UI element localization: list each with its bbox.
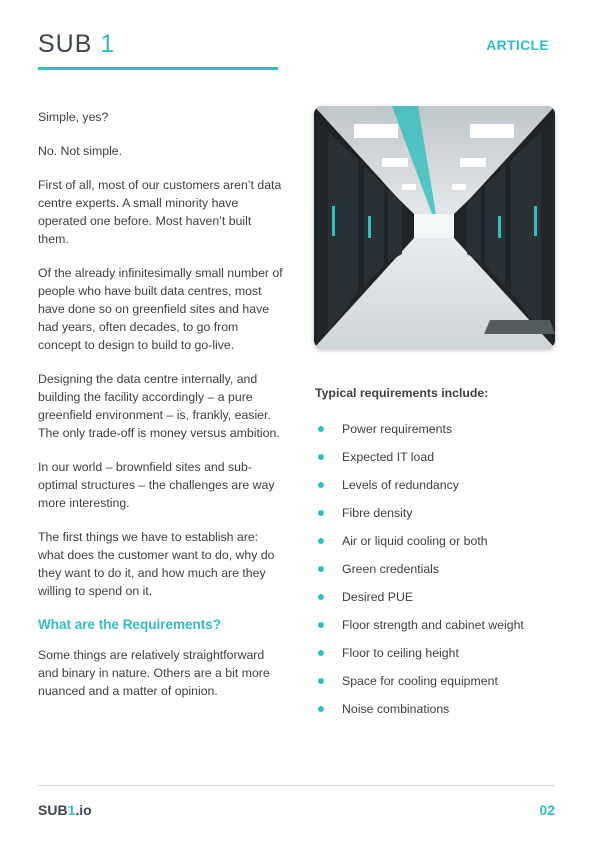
page-number: 02 (539, 802, 555, 818)
list-item (315, 561, 524, 589)
left-column (38, 108, 283, 716)
paragraph: Designing the data centre internally, and building the facility accordingly – a pure greenfield environment – is, frankly, easier. The only trade-off is money versus ambition. (38, 372, 280, 440)
list-item (315, 589, 524, 617)
footer-divider (38, 785, 555, 786)
paragraph: No. Not simple. (38, 144, 123, 158)
requirements-heading: Typical requirements include: (315, 386, 489, 400)
list-item-label: Green credentials (342, 562, 440, 576)
list-item-label: Floor strength and cabinet weight (342, 618, 524, 632)
footer-brand-suffix: .io (75, 802, 92, 818)
article-tag: ARTICLE (486, 37, 549, 53)
bullet-icon (318, 510, 324, 516)
list-item-label: Space for cooling equipment (342, 674, 498, 688)
paragraph: First of all, most of our customers aren’t data centre experts. A small minority have operated one before. Most haven’t built them. (38, 178, 282, 246)
paragraph: Of the already infinitesimally small number of people who have built data centres, most have done so on greenfield sites and have had years, often decades, to go from concept to design to build to go-live. (38, 266, 283, 352)
requirements-list (315, 421, 524, 729)
server-aisle-photo (314, 106, 555, 348)
list-item (315, 533, 524, 561)
bullet-icon (318, 594, 324, 600)
list-item-label: Noise combinations (342, 702, 450, 716)
list-item-label: Fibre density (342, 506, 413, 520)
list-item-label: Expected IT load (342, 450, 435, 464)
list-item-label: Levels of redundancy (342, 478, 459, 492)
bullet-icon (318, 454, 324, 460)
footer-brand (38, 802, 92, 818)
logo-text: SUB (38, 30, 93, 58)
list-item (315, 673, 524, 701)
list-item-label: Power requirements (342, 422, 453, 436)
bullet-icon (318, 622, 324, 628)
brand-logo (38, 30, 115, 59)
bullet-icon (318, 650, 324, 656)
header-divider (38, 67, 278, 70)
list-item (315, 645, 524, 673)
paragraph: Some things are relatively straightforward and binary in nature. Others are a bit more nuanced and a matter of opinion. (38, 648, 270, 698)
logo-number: 1 (100, 30, 116, 58)
paragraph: In our world – brownfield sites and sub-optimal structures – the challenges are way more interesting. (38, 460, 275, 510)
bullet-icon (318, 566, 324, 572)
list-item (315, 421, 524, 449)
bullet-icon (318, 482, 324, 488)
section-heading: What are the Requirements? (38, 617, 222, 632)
list-item-label: Floor to ceiling height (342, 646, 459, 660)
footer-brand-accent: 1 (67, 802, 76, 818)
list-item-label: Desired PUE (342, 590, 414, 604)
bullet-icon (318, 426, 324, 432)
list-item (315, 449, 524, 477)
paragraph: The first things we have to establish are: what does the customer want to do, why do they want to do it, and how much are they willing to spend on it. (38, 530, 275, 598)
paragraph: Simple, yes? (38, 110, 109, 124)
bullet-icon (318, 538, 324, 544)
list-item (315, 701, 524, 729)
bullet-icon (318, 678, 324, 684)
list-item (315, 617, 524, 645)
list-item (315, 505, 524, 533)
bullet-icon (318, 706, 324, 712)
list-item-label: Air or liquid cooling or both (342, 534, 488, 548)
list-item (315, 477, 524, 505)
footer-brand-prefix: SUB (38, 802, 68, 818)
